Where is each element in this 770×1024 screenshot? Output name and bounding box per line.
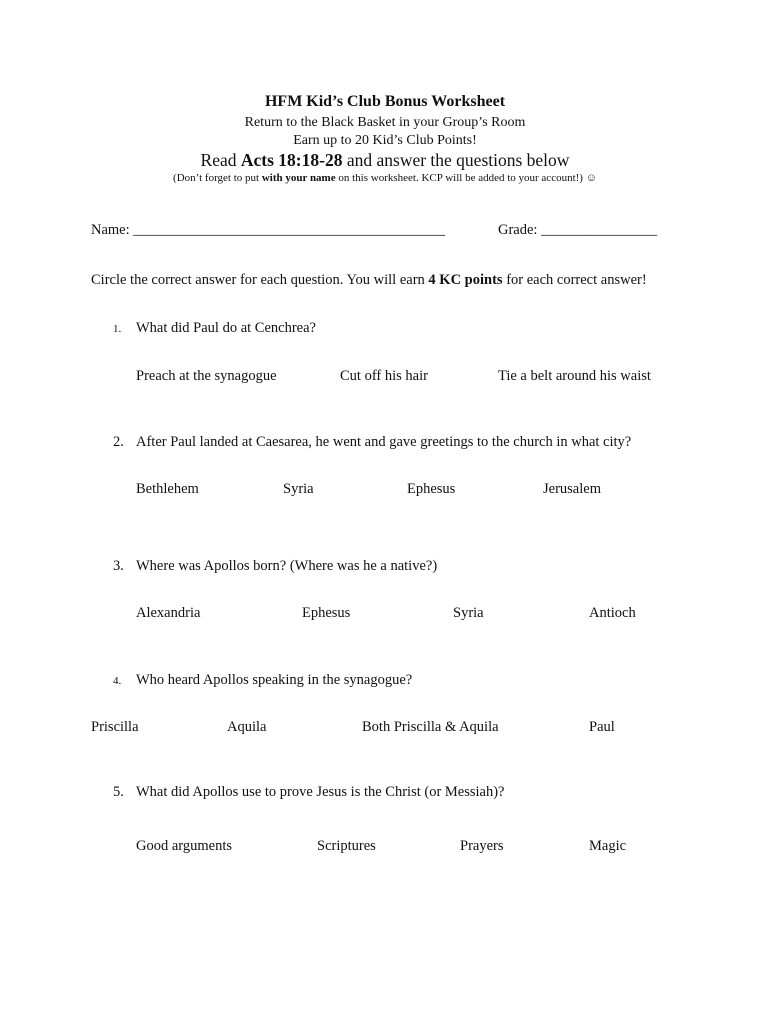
answer-option[interactable]: Syria: [283, 481, 314, 497]
answer-option[interactable]: Bethlehem: [136, 481, 199, 497]
answer-option[interactable]: Tie a belt around his waist: [498, 368, 651, 384]
question-number: 5.: [113, 784, 124, 800]
name-field[interactable]: Name: ___________________________________________: [91, 222, 446, 238]
answer-option[interactable]: Preach at the synagogue: [136, 368, 277, 384]
answer-option[interactable]: Ephesus: [302, 605, 351, 621]
answer-option[interactable]: Antioch: [589, 605, 636, 621]
answer-option[interactable]: Syria: [453, 605, 484, 621]
read-suffix: and answer the questions below: [342, 150, 570, 170]
answer-option[interactable]: Both Priscilla & Aquila: [362, 719, 499, 735]
scripture-reference: Acts 18:18-28: [240, 150, 343, 170]
instructions-points: 4 KC points: [428, 272, 503, 288]
answer-option[interactable]: Aquila: [227, 719, 267, 735]
question-text: After Paul landed at Caesarea, he went and gave greetings to the church in what city?: [136, 434, 632, 450]
instructions-suffix: for each correct answer!: [502, 272, 647, 288]
question-number: 4.: [113, 675, 122, 687]
note-suffix: on this worksheet. KCP will be added to your account!) ☺: [335, 172, 597, 184]
reading-instruction: [0, 150, 770, 171]
note-bold: with your name: [261, 172, 336, 184]
answer-option[interactable]: Priscilla: [91, 719, 139, 735]
answer-option[interactable]: Scriptures: [317, 838, 376, 854]
question-text: Where was Apollos born? (Where was he a native?): [136, 558, 438, 574]
question-1: [113, 320, 316, 337]
question-2: [113, 434, 631, 451]
question-text: What did Paul do at Cenchrea?: [136, 320, 316, 336]
grade-field[interactable]: Grade: ________________: [498, 222, 658, 238]
read-prefix: Read: [200, 150, 241, 170]
answer-option[interactable]: Cut off his hair: [340, 368, 428, 384]
circle-instructions: [91, 272, 647, 289]
note-prefix: (Don’t forget to put: [173, 172, 262, 184]
question-text: Who heard Apollos speaking in the synagogue?: [136, 672, 413, 688]
answer-option[interactable]: Alexandria: [136, 605, 201, 621]
name-reminder-note: [0, 172, 770, 184]
worksheet-title: HFM Kid’s Club Bonus Worksheet: [264, 93, 506, 110]
return-instruction: Return to the Black Basket in your Group’s Room: [244, 115, 526, 130]
question-number: 2.: [113, 434, 124, 450]
answer-option[interactable]: Paul: [589, 719, 615, 735]
question-number: 1.: [113, 323, 122, 335]
question-text: What did Apollos use to prove Jesus is the Christ (or Messiah)?: [136, 784, 505, 800]
answer-option[interactable]: Jerusalem: [543, 481, 601, 497]
answer-option[interactable]: Ephesus: [407, 481, 456, 497]
question-number: 3.: [113, 558, 124, 574]
instructions-prefix: Circle the correct answer for each question. You will earn: [91, 272, 429, 288]
question-4: [113, 672, 412, 689]
answer-option[interactable]: Magic: [589, 838, 627, 854]
answer-option[interactable]: Prayers: [460, 838, 504, 854]
earn-points-line: Earn up to 20 Kid’s Club Points!: [293, 133, 477, 148]
question-3: [113, 558, 437, 575]
answer-option[interactable]: Good arguments: [136, 838, 232, 854]
question-5: [113, 784, 505, 801]
